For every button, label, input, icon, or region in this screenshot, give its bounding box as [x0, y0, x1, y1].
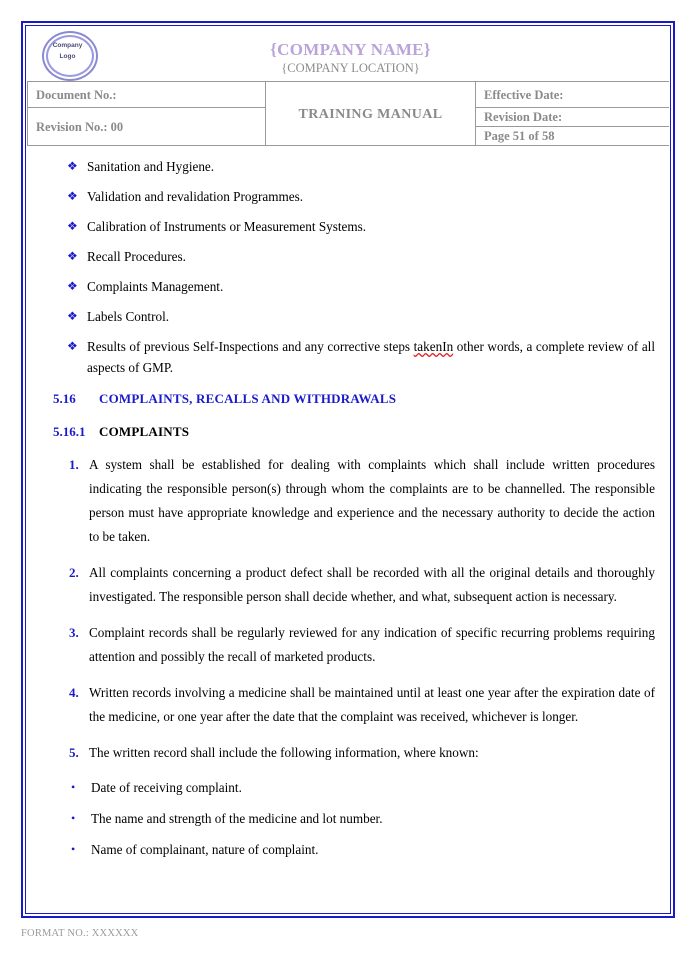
document-header-table	[27, 27, 669, 146]
sub-list-item-label: The name and strength of the medicine and lot number.	[91, 811, 383, 826]
company-identity	[28, 31, 670, 77]
round-bullet-icon: •	[71, 811, 76, 825]
section-title: COMPLAINTS, RECALLS AND WITHDRAWALS	[99, 391, 397, 406]
numbered-item-text: All complaints concerning a product defect shall be recorded with all the original details and thoroughly investigated. The responsible person shall decide whether, and what, subsequent action is necessary.	[89, 565, 655, 604]
numbered-item	[41, 621, 655, 669]
diamond-bullet-icon: ❖	[67, 339, 78, 353]
company-logo-icon	[38, 31, 102, 79]
diamond-bullet-icon: ❖	[67, 189, 78, 203]
sub-list-item	[41, 777, 655, 798]
numbered-item-marker: 2.	[69, 565, 79, 580]
document-content	[27, 146, 669, 860]
page-number-label: Page 51 of 58	[484, 129, 555, 143]
company-name: {COMPANY NAME}	[270, 40, 431, 59]
company-location: {COMPANY LOCATION}	[281, 61, 420, 75]
section-heading-5-16-1	[41, 420, 655, 443]
diamond-bullet-icon: ❖	[67, 279, 78, 293]
effective-date-cell	[476, 82, 670, 108]
list-item-label: Recall Procedures.	[87, 249, 186, 264]
list-item-label: Complaints Management.	[87, 279, 224, 294]
logo-text	[46, 40, 90, 62]
manual-title-cell	[266, 82, 476, 146]
diamond-bullet-icon: ❖	[67, 159, 78, 173]
numbered-item-marker: 4.	[69, 685, 79, 700]
numbered-item	[41, 681, 655, 729]
sub-list-item-label: Date of receiving complaint.	[91, 780, 242, 795]
diamond-bullet-icon: ❖	[67, 219, 78, 233]
page-number-cell	[476, 127, 670, 146]
list-item	[41, 306, 655, 327]
round-bullet-icon: •	[71, 780, 76, 794]
numbered-item-text: The written record shall include the following information, where known:	[89, 745, 479, 760]
numbered-item-marker: 1.	[69, 457, 79, 472]
revision-no-cell	[28, 108, 266, 146]
numbered-item-text: A system shall be established for dealing with complaints which shall include written procedures indicating the responsible person(s) through whom the complaints are to be channelled. The responsible person must have appropriate knowledge and experience and the necessary authority to decide the action to be taken.	[89, 457, 655, 544]
list-item-label: Labels Control.	[87, 309, 170, 324]
list-item	[41, 186, 655, 207]
revision-no-label: Revision No.: 00	[36, 119, 124, 134]
page-border	[21, 21, 675, 918]
effective-date-label: Effective Date:	[484, 87, 564, 102]
document-no-label: Document No.:	[36, 87, 117, 102]
diamond-bullet-icon: ❖	[67, 249, 78, 263]
spellcheck-error-word: takenIn	[413, 339, 454, 354]
list-item-label	[87, 336, 655, 378]
diamond-bullet-icon: ❖	[67, 309, 78, 323]
page-body	[27, 27, 669, 912]
list-item-with-spellcheck	[41, 336, 655, 378]
list-item	[41, 246, 655, 267]
logo-text-line1: Company	[52, 42, 83, 49]
revision-date-label: Revision Date:	[484, 110, 563, 124]
document-footer: FORMAT NO.: XXXXXX	[21, 928, 139, 939]
header-row-title	[28, 27, 670, 82]
list-item	[41, 156, 655, 177]
list-item-label: Validation and revalidation Programmes.	[87, 189, 304, 204]
text-before-error: Results of previous Self-Inspections and any corrective steps	[87, 339, 414, 354]
section-number: 5.16	[53, 391, 76, 406]
numbered-item-text: Complaint records shall be regularly reviewed for any indication of specific recurring problems requiring attention and possibly the recall of marketed products.	[89, 625, 655, 664]
numbered-item	[41, 453, 655, 549]
list-item	[41, 276, 655, 297]
numbered-item	[41, 741, 655, 765]
numbered-item-text: Written records involving a medicine shall be maintained until at least one year after the expiration date of the medicine, or one year after the date that the complaint was received, whichever is longer.	[89, 685, 655, 724]
header-branding-cell	[28, 27, 670, 82]
manual-title: TRAINING MANUAL	[298, 106, 443, 122]
sub-list-item-label: Name of complainant, nature of complaint.	[91, 842, 319, 857]
list-item-label: Calibration of Instruments or Measurement Systems.	[87, 219, 367, 234]
revision-date-cell	[476, 108, 670, 127]
sub-list-item	[41, 839, 655, 860]
numbered-item-marker: 5.	[69, 745, 79, 760]
numbered-item-marker: 3.	[69, 625, 79, 640]
round-bullet-icon: •	[71, 842, 76, 856]
list-item	[41, 216, 655, 237]
document-no-cell	[28, 82, 266, 108]
sub-list-item	[41, 808, 655, 829]
section-number: 5.16.1	[53, 424, 86, 439]
section-title: COMPLAINTS	[99, 424, 190, 439]
numbered-item	[41, 561, 655, 609]
section-heading-5-16	[41, 387, 655, 410]
header-row-doc-no	[28, 82, 670, 108]
text-after-error: other words, a complete review of all aspects of GMP.	[87, 339, 656, 375]
list-item-label: Sanitation and Hygiene.	[87, 159, 215, 174]
logo-text-line2: Logo	[59, 53, 76, 60]
